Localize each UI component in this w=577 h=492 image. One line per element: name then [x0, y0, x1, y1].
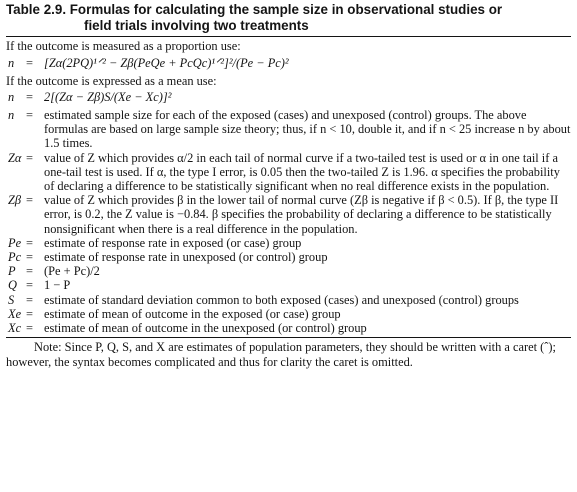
- definition-sign: =: [26, 108, 33, 122]
- definition-symbol: n: [8, 108, 15, 122]
- definition-sign: =: [26, 235, 33, 250]
- definition-sign: =: [26, 278, 33, 293]
- formula-rhs: [Zα(2PQ)¹ᐟ² − Zβ(PeQe + PcQc)¹ᐟ²]²/(Pe − Pc)²: [44, 55, 289, 70]
- definition-text: estimate of mean of outcome in the unexposed (or control) group: [44, 321, 367, 336]
- table-title: [6, 2, 571, 34]
- bottom-rule: [6, 337, 571, 338]
- definition-text: estimated sample size for each of the exposed (cases) and unexposed (control) groups. The above formulas are based on large sample size theory; thus, if n < 10, double it, and if n < 25 increase n by about 1.5 times.: [44, 108, 571, 151]
- proportion-intro: If the outcome is measured as a proportion use:: [6, 39, 241, 53]
- definition-row: [6, 321, 571, 335]
- definition-text: value of Z which provides α/2 in each tail of normal curve if a two-tailed test is used or α in one tail if a one-tail test is used. If α, the type I error, is 0.05 then the two-tailed Z is 1.96. α specifies the probability of declaring a difference to be statistically significant when no real difference exists in the population.: [44, 150, 560, 194]
- definition-symbol: Zβ: [8, 193, 22, 208]
- table-note: Note: Since P, Q, S, and X are estimates of population parameters, they should be written with a caret (ˆ); however, the syntax becomes complicated and thus for clarity the caret is omitted.: [6, 340, 556, 369]
- definition-sign: =: [26, 250, 33, 265]
- top-rule: [6, 36, 571, 37]
- definition-symbol: P: [8, 264, 16, 279]
- definition-sign: =: [26, 321, 33, 336]
- definition-text: estimate of response rate in exposed (or case) group: [44, 235, 302, 250]
- definition-row: [6, 250, 571, 264]
- table-page: [6, 0, 571, 369]
- definition-symbol: Pe: [8, 235, 22, 250]
- definition-text: estimate of mean of outcome in the exposed (or case) group: [44, 306, 341, 321]
- definition-row: [6, 293, 571, 307]
- definition-row: [6, 278, 571, 292]
- definition-text: estimate of standard deviation common to both exposed (cases) and unexposed (control) groups: [44, 292, 519, 307]
- mean-intro: If the outcome is expressed as a mean use:: [6, 73, 217, 88]
- definition-row: [6, 236, 571, 250]
- formula-lhs: n: [8, 55, 15, 70]
- definition-symbol: Pc: [8, 250, 22, 265]
- definition-sign: =: [26, 150, 33, 165]
- definition-row: [6, 264, 571, 278]
- definition-symbol: Xe: [8, 306, 22, 321]
- definition-row: [6, 151, 571, 194]
- definition-text: value of Z which provides β in the lower tail of normal curve (Zβ is negative if β < 0.5). If β, the type II error, is 0.2, the Z value is −0.84. β specifies the probability of declaring a difference to be statistically nonsignificant when there is a real difference in the population.: [44, 193, 559, 236]
- definition-row: [6, 307, 571, 321]
- definition-sign: =: [26, 306, 33, 321]
- definition-symbol: Zα: [8, 150, 22, 165]
- proportion-formula: [6, 56, 571, 71]
- definition-text: 1 − P: [44, 278, 71, 293]
- definition-sign: =: [26, 193, 33, 208]
- definition-sign: =: [26, 264, 33, 279]
- definition-symbol: S: [8, 292, 15, 307]
- definition-sign: =: [26, 292, 33, 307]
- definition-row: [6, 108, 571, 151]
- formula-rhs: 2[(Zα − Zβ)S/(Xe − Xc)]²: [44, 90, 172, 104]
- definition-symbol: Q: [8, 278, 17, 293]
- definition-row: [6, 193, 571, 236]
- definition-text: estimate of response rate in unexposed (or control) group: [44, 250, 328, 265]
- definition-symbol: Xc: [8, 321, 22, 336]
- formula-sign: =: [26, 55, 33, 70]
- formula-sign: =: [26, 90, 33, 104]
- formula-lhs: n: [8, 90, 15, 104]
- definition-list: [6, 108, 571, 335]
- definition-text: (Pe + Pc)/2: [44, 264, 100, 279]
- table-title-line-1: Table 2.9. Formulas for calculating the sample size in observational studies or: [6, 2, 503, 17]
- mean-formula: [6, 90, 571, 105]
- table-title-line-2: field trials involving two treatments: [84, 18, 309, 33]
